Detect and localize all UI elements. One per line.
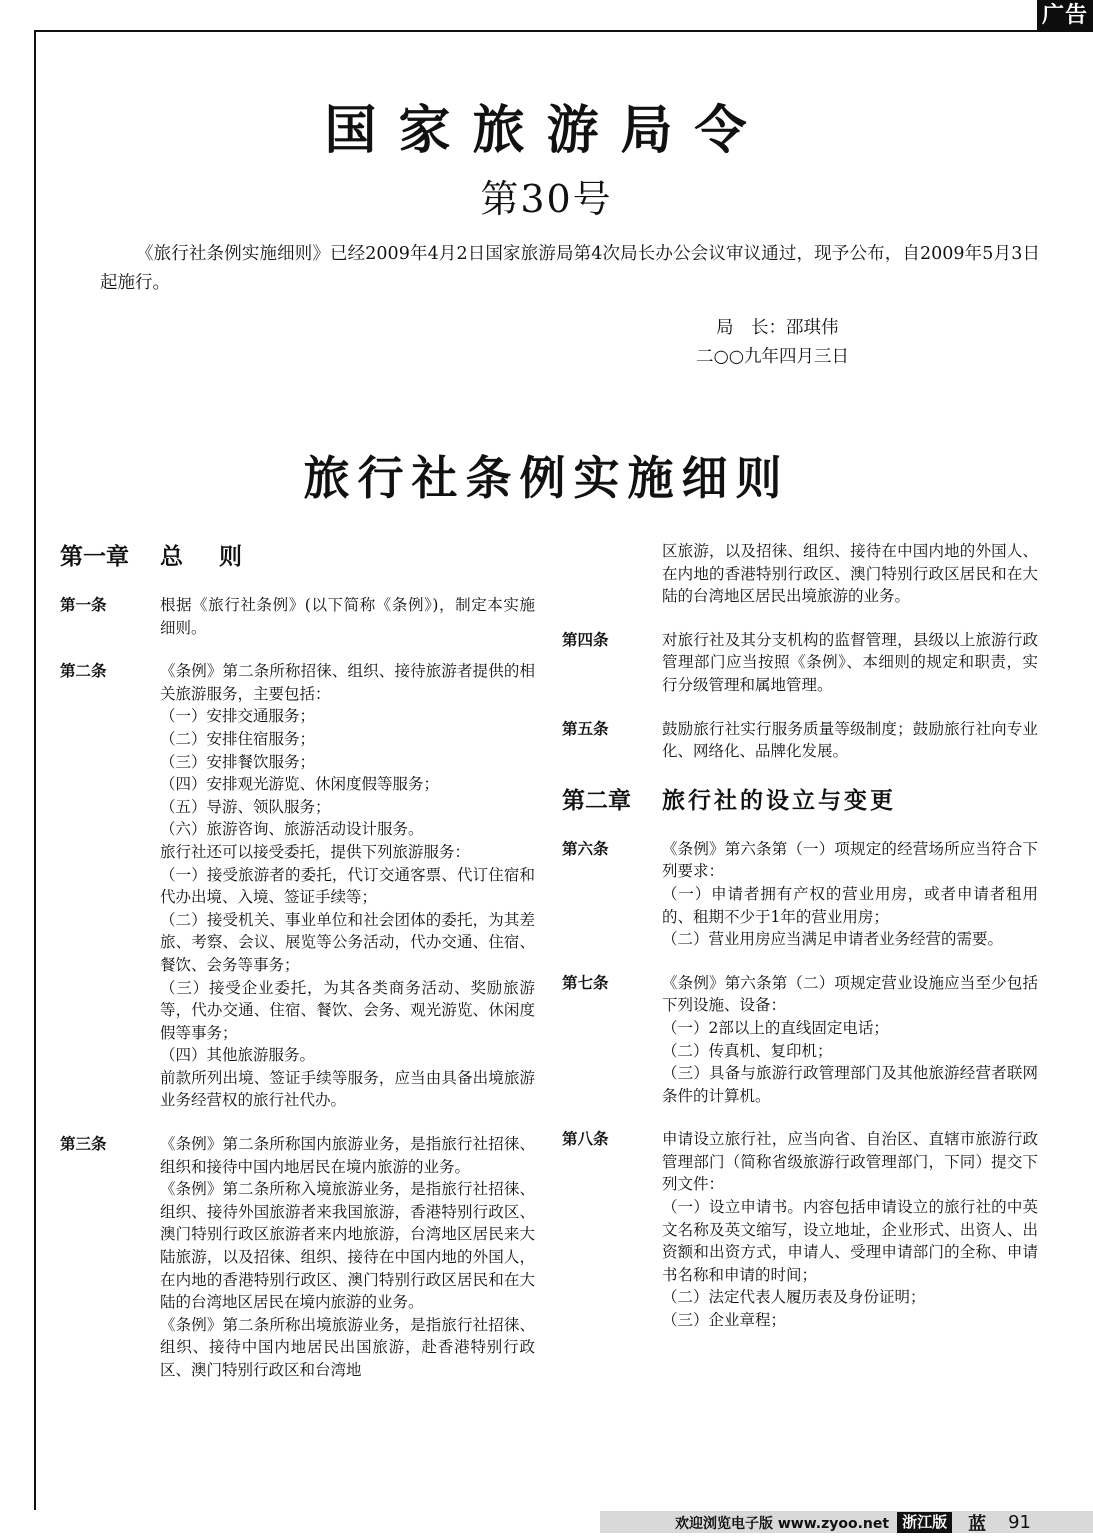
article [60,594,535,639]
article [60,1133,535,1382]
left-column [60,540,535,1403]
article-paragraph: （五）导游、领队服务； [160,797,331,816]
article [562,972,1038,1108]
article-paragraph: 《条例》第二条所称国内旅游业务，是指旅行社招徕、组织和接待中国内地居民在境内旅游的业务。 [160,1135,535,1176]
article-body [662,718,1038,763]
magazine-brand: 蓝 [968,1513,987,1535]
article-body [160,1133,535,1382]
page-number: 91 [1008,1512,1031,1533]
article [562,629,1038,697]
article-paragraph: （一）申请者拥有产权的营业用房，或者申请者租用的、租期不少于1年的营业用房； [662,884,1038,926]
article-paragraph: （一）接受旅游者的委托，代订交通客票、代订住宿和代办出境、入境、签证手续等； [160,865,535,907]
decree-number: 第30号 [480,177,613,221]
article-paragraph: 《条例》第六条第（二）项规定营业设施应当至少包括下列设施、设备： [662,973,1038,1015]
article-label: 第四条 [562,629,609,649]
article-paragraph: （二）安排住宿服务； [160,729,316,748]
article-paragraph: （一）安排交通服务； [160,707,316,726]
article-label: 第三条 [60,1134,107,1154]
article-body [160,594,535,639]
article-label: 第五条 [562,718,609,738]
article-continuation [662,540,1038,608]
decree-intro: 《旅行社条例实施细则》已经2009年4月2日国家旅游局第4次局长办公会议审议通过，现予公布，自2009年5月3日起施行。 [100,244,1040,293]
article-paragraph: （六）旅游咨询、旅游活动设计服务。 [160,820,424,839]
article-label: 第六条 [562,838,609,858]
article-label: 第二条 [60,661,107,681]
article-paragraph: （三）企业章程； [662,1311,787,1330]
article-body [662,629,1038,697]
article-paragraph: 对旅行社及其分支机构的监督管理，县级以上旅游行政管理部门应当按照《条例》、本细则的规定和职责，实行分级管理和属地管理。 [662,630,1038,694]
article-paragraph: （三）接受企业委托，为其各类商务活动、奖励旅游等，代办交通、住宿、餐饮、会务、观光游览、休闲度假等事务； [160,978,535,1042]
article-label: 第七条 [562,972,609,992]
right-column [562,540,1038,1353]
article-paragraph: （三）具备与旅游行政管理部门及其他旅游经营者联网条件的计算机。 [662,1064,1038,1105]
article [562,1128,1038,1331]
article [562,838,1038,951]
article-paragraph: （二）法定代表人履历表及身份证明； [662,1288,926,1307]
article-paragraph: 《条例》第二条所称入境旅游业务，是指旅行社招徕、组织、接待外国旅游者来我国旅游，香港特别行政区、澳门特别行政区旅游者来内地旅游，台湾地区居民来大陆旅游，以及招徕、组织、接待在中国内地的外国人，在内地的香港特别行政区、澳门特别行政区居民和在大陆的台湾地区居民在境内旅游的业务。 [160,1180,535,1312]
article-label: 第八条 [562,1129,609,1149]
article-paragraph: （四）其他旅游服务。 [160,1046,316,1065]
chapter-heading [60,540,535,574]
page-footer [675,1512,1031,1533]
article-paragraph: 申请设立旅行社，应当向省、自治区、直辖市旅游行政管理部门（简称省级旅游行政管理部门，下同）提交下列文件： [662,1130,1038,1194]
chapter-name: 总则 [160,543,278,570]
signature-date: 二○○九年四月三日 [696,347,850,367]
article-paragraph: 前款所列出境、签证手续等服务，应当由具备出境旅游业务经营权的旅行社代办。 [160,1068,535,1110]
signature-block [696,314,849,372]
article-paragraph: （二）接受机关、事业单位和社会团体的委托，为其差旅、考察、会议、展览等公务活动，代办交通、住宿、餐饮、会务等事务； [160,910,535,974]
website-tagline: 欢迎浏览电子版 www.zyoo.net [674,1515,890,1532]
article-paragraph: 鼓励旅行社实行服务质量等级制度；鼓励旅行社向专业化、网络化、品牌化发展。 [662,719,1038,761]
article-paragraph: 《条例》第二条所称招徕、组织、接待旅游者提供的相关旅游服务，主要包括： [160,662,535,703]
chapter-name: 旅行社的设立与变更 [662,786,896,814]
article-paragraph: （二）传真机、复印机； [662,1041,833,1060]
edition-badge: 浙江版 [897,1512,952,1533]
article-body [160,660,535,1112]
article-paragraph: （二）营业用房应当满足申请者业务经营的需要。 [662,930,1004,949]
article-paragraph: （一）设立申请书。内容包括申请设立的旅行社的中英文名称及英文缩写，设立地址，企业形式、出资人、出资额和出资方式，申请人、受理申请部门的全称、申请书名称和申请的时间； [662,1198,1038,1284]
article-paragraph: 区旅游，以及招徕、组织、接待在中国内地的外国人、在内地的香港特别行政区、澳门特别行政区居民和在大陆的台湾地区居民出境旅游的业务。 [662,542,1038,606]
article-paragraph: （三）安排餐饮服务； [160,752,316,771]
article-paragraph: 《条例》第六条第（一）项规定的经营场所应当符合下列要求： [662,839,1038,881]
chapter-number: 第二章 [562,786,631,814]
article-paragraph: （一）2部以上的直线固定电话； [662,1018,889,1037]
article-label: 第一条 [60,595,107,614]
article-paragraph: 《条例》第二条所称出境旅游业务，是指旅行社招徕、组织、接待中国内地居民出国旅游，赴香港特别行政区、澳门特别行政区和台湾地 [160,1315,535,1379]
article-body [662,1128,1038,1331]
article [562,718,1038,763]
signature-line: 局 长：邵琪伟 [716,318,839,338]
article-paragraph: 根据《旅行社条例》(以下简称《条例》)，制定本实施细则。 [160,596,535,637]
chapter-number: 第一章 [60,543,129,570]
article-paragraph: （四）安排观光游览、休闲度假等服务； [160,775,440,794]
ad-tag: 广告 [1037,0,1093,32]
article [60,660,535,1112]
decree-title: 国家旅游局令 [324,100,769,161]
article-body [662,838,1038,951]
document-title: 旅行社条例实施细则 [303,451,790,505]
article-body [662,972,1038,1108]
article-paragraph: 旅行社还可以接受委托，提供下列旅游服务： [160,842,471,861]
chapter-heading [562,784,1038,818]
